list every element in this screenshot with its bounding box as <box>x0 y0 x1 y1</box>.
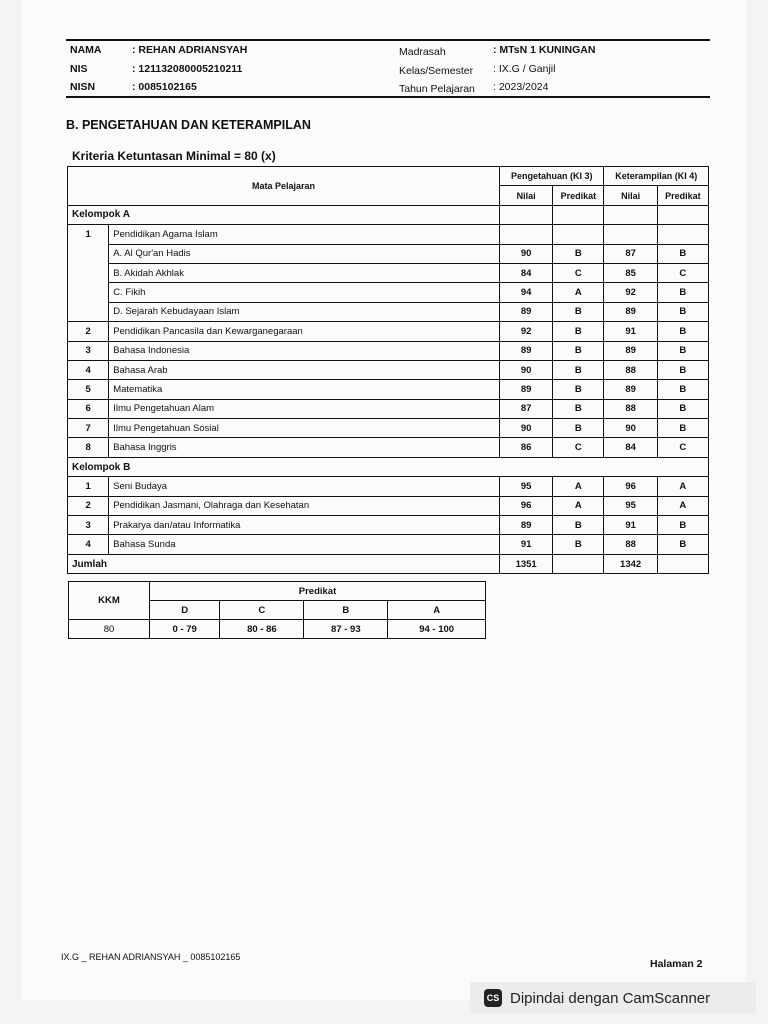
kp-predikat: B <box>553 302 604 321</box>
kp-nilai: 92 <box>500 322 553 341</box>
kp-predikat: C <box>553 438 604 457</box>
kp-nilai: 90 <box>500 244 553 263</box>
group-row <box>68 205 709 224</box>
total-label: Jumlah <box>68 554 500 573</box>
grade-range: 80 - 86 <box>220 620 304 639</box>
table-row <box>68 535 709 554</box>
kt-predikat: B <box>657 322 708 341</box>
table-row <box>68 341 709 360</box>
row-number: 2 <box>68 322 109 341</box>
kt-predikat: B <box>657 535 708 554</box>
kt-predikat: B <box>657 302 708 321</box>
kt-predikat: B <box>657 516 708 535</box>
table-row <box>68 302 709 321</box>
col-pengetahuan-header: Pengetahuan (KI 3) <box>500 167 604 186</box>
kp-predikat: A <box>553 283 604 302</box>
subject-name: Seni Budaya <box>109 477 500 496</box>
total-kp: 1351 <box>500 554 553 573</box>
kp-nilai: 91 <box>500 535 553 554</box>
table-row <box>68 244 709 263</box>
kt-nilai: 88 <box>604 535 657 554</box>
kp-nilai: 84 <box>500 263 553 282</box>
kp-predikat: B <box>553 244 604 263</box>
kt-nilai: 88 <box>604 399 657 418</box>
subject-name: Bahasa Inggris <box>109 438 500 457</box>
nisn-label: NISN <box>70 81 96 93</box>
subject-name: Pendidikan Jasmani, Olahraga dan Kesehatan <box>109 496 500 515</box>
table-row <box>68 496 709 515</box>
group-row <box>68 457 709 476</box>
kt-nilai: 96 <box>604 477 657 496</box>
kt-predikat: B <box>657 283 708 302</box>
kt-nilai: 85 <box>604 263 657 282</box>
grades-table <box>67 166 709 574</box>
kp-nilai: 94 <box>500 283 553 302</box>
table-row <box>68 399 709 418</box>
kt-nilai: 91 <box>604 516 657 535</box>
tahun-label: Tahun Pelajaran <box>399 83 475 95</box>
subject-name: Pendidikan Pancasila dan Kewarganegaraan <box>109 322 500 341</box>
kkm-table <box>68 581 486 639</box>
kelas-value: : IX.G / Ganjil <box>493 63 556 75</box>
row-number: 4 <box>68 535 109 554</box>
col-subject-header: Mata Pelajaran <box>68 167 500 206</box>
table-row <box>68 438 709 457</box>
madrasah-label: Madrasah <box>399 46 446 58</box>
grade-range: 87 - 93 <box>304 620 388 639</box>
kp-predikat: B <box>553 399 604 418</box>
kkm-header: KKM <box>69 582 150 620</box>
kt-predikat: B <box>657 341 708 360</box>
kp-nilai: 90 <box>500 419 553 438</box>
kp-nilai: 89 <box>500 302 553 321</box>
kt-predikat: C <box>657 263 708 282</box>
kt-predikat: B <box>657 419 708 438</box>
header-top-rule <box>66 39 710 41</box>
kp-predikat: B <box>553 360 604 379</box>
grade-letter: D <box>150 601 220 620</box>
subject-name: Bahasa Indonesia <box>109 341 500 360</box>
kt-predikat: B <box>657 244 708 263</box>
nama-value: : REHAN ADRIANSYAH <box>132 44 248 56</box>
kkm-title: Kriteria Ketuntasan Minimal = 80 (x) <box>72 149 276 163</box>
kt-nilai: 84 <box>604 438 657 457</box>
kt-predikat: A <box>657 477 708 496</box>
table-row <box>68 360 709 379</box>
table-row <box>68 225 709 244</box>
kt-predikat: B <box>657 360 708 379</box>
kp-nilai: 86 <box>500 438 553 457</box>
grade-letter: A <box>388 601 486 620</box>
kt-nilai: 92 <box>604 283 657 302</box>
kp-nilai: 87 <box>500 399 553 418</box>
grade-range: 0 - 79 <box>150 620 220 639</box>
col-kt-nilai: Nilai <box>604 186 657 205</box>
subject-name: Bahasa Sunda <box>109 535 500 554</box>
grade-letter: C <box>220 601 304 620</box>
camscanner-watermark <box>470 982 756 1014</box>
total-kt: 1342 <box>604 554 657 573</box>
table-row <box>68 283 709 302</box>
kp-nilai: 90 <box>500 360 553 379</box>
row-number: 4 <box>68 360 109 379</box>
grade-range: 94 - 100 <box>388 620 486 639</box>
nis-value: : 121132080005210211 <box>132 63 243 75</box>
kt-nilai: 87 <box>604 244 657 263</box>
grade-letter: B <box>304 601 388 620</box>
header-bottom-rule <box>66 96 710 98</box>
kkm-value: 80 <box>69 620 150 639</box>
kp-predikat: B <box>553 322 604 341</box>
group-b-label: Kelompok B <box>68 457 709 476</box>
kp-predikat: B <box>553 380 604 399</box>
kt-nilai: 89 <box>604 380 657 399</box>
row-number: 8 <box>68 438 109 457</box>
row-number: 1 <box>68 477 109 496</box>
madrasah-value: : MTsN 1 KUNINGAN <box>493 44 596 56</box>
table-row <box>68 516 709 535</box>
kp-nilai: 89 <box>500 380 553 399</box>
col-kp-predikat: Predikat <box>553 186 604 205</box>
row-number: 2 <box>68 496 109 515</box>
kp-nilai: 96 <box>500 496 553 515</box>
total-row <box>68 554 709 573</box>
subject-name: Prakarya dan/atau Informatika <box>109 516 500 535</box>
subject-name: D. Sejarah Kebudayaan Islam <box>109 302 500 321</box>
row-number: 6 <box>68 399 109 418</box>
page-number: Halaman 2 <box>650 958 703 970</box>
subject-name: Ilmu Pengetahuan Sosial <box>109 419 500 438</box>
row-number: 1 <box>68 225 109 322</box>
table-row <box>68 380 709 399</box>
nama-label: NAMA <box>70 44 102 56</box>
subject-name: C. Fikih <box>109 283 500 302</box>
kp-predikat: B <box>553 516 604 535</box>
nisn-value: : 0085102165 <box>132 81 197 93</box>
kt-nilai: 88 <box>604 360 657 379</box>
kt-nilai: 95 <box>604 496 657 515</box>
kp-predikat: A <box>553 477 604 496</box>
kp-predikat: B <box>553 419 604 438</box>
kt-nilai: 90 <box>604 419 657 438</box>
kp-predikat: B <box>553 341 604 360</box>
kp-nilai: 95 <box>500 477 553 496</box>
col-kt-predikat: Predikat <box>657 186 708 205</box>
row-number: 3 <box>68 516 109 535</box>
kp-nilai: 89 <box>500 516 553 535</box>
subject-name: A. Al Qur'an Hadis <box>109 244 500 263</box>
subject-name: Ilmu Pengetahuan Alam <box>109 399 500 418</box>
kp-predikat: A <box>553 496 604 515</box>
kt-nilai: 89 <box>604 302 657 321</box>
row-number: 7 <box>68 419 109 438</box>
row-number: 5 <box>68 380 109 399</box>
kp-predikat: C <box>553 263 604 282</box>
kp-predikat: B <box>553 535 604 554</box>
camscanner-text: Dipindai dengan CamScanner <box>510 989 711 1007</box>
table-row <box>68 322 709 341</box>
predikat-header: Predikat <box>150 582 486 601</box>
camscanner-icon: CS <box>484 989 502 1007</box>
table-row <box>68 263 709 282</box>
footer-identity: IX.G _ REHAN ADRIANSYAH _ 0085102165 <box>61 952 241 962</box>
subject-name: Pendidikan Agama Islam <box>109 225 500 244</box>
kp-nilai: 89 <box>500 341 553 360</box>
kt-nilai: 89 <box>604 341 657 360</box>
table-row <box>68 477 709 496</box>
kt-predikat: C <box>657 438 708 457</box>
col-keterampilan-header: Keterampilan (KI 4) <box>604 167 709 186</box>
subject-name: Matematika <box>109 380 500 399</box>
kt-predikat: B <box>657 380 708 399</box>
group-a-label: Kelompok A <box>68 205 500 224</box>
row-number: 3 <box>68 341 109 360</box>
subject-name: Bahasa Arab <box>109 360 500 379</box>
kt-predikat: B <box>657 399 708 418</box>
col-kp-nilai: Nilai <box>500 186 553 205</box>
subject-name: B. Akidah Akhlak <box>109 263 500 282</box>
kelas-label: Kelas/Semester <box>399 65 474 77</box>
kt-nilai: 91 <box>604 322 657 341</box>
section-title: B. PENGETAHUAN DAN KETERAMPILAN <box>66 118 311 132</box>
kt-predikat: A <box>657 496 708 515</box>
nis-label: NIS <box>70 63 88 75</box>
table-row <box>68 419 709 438</box>
tahun-value: : 2023/2024 <box>493 81 549 93</box>
